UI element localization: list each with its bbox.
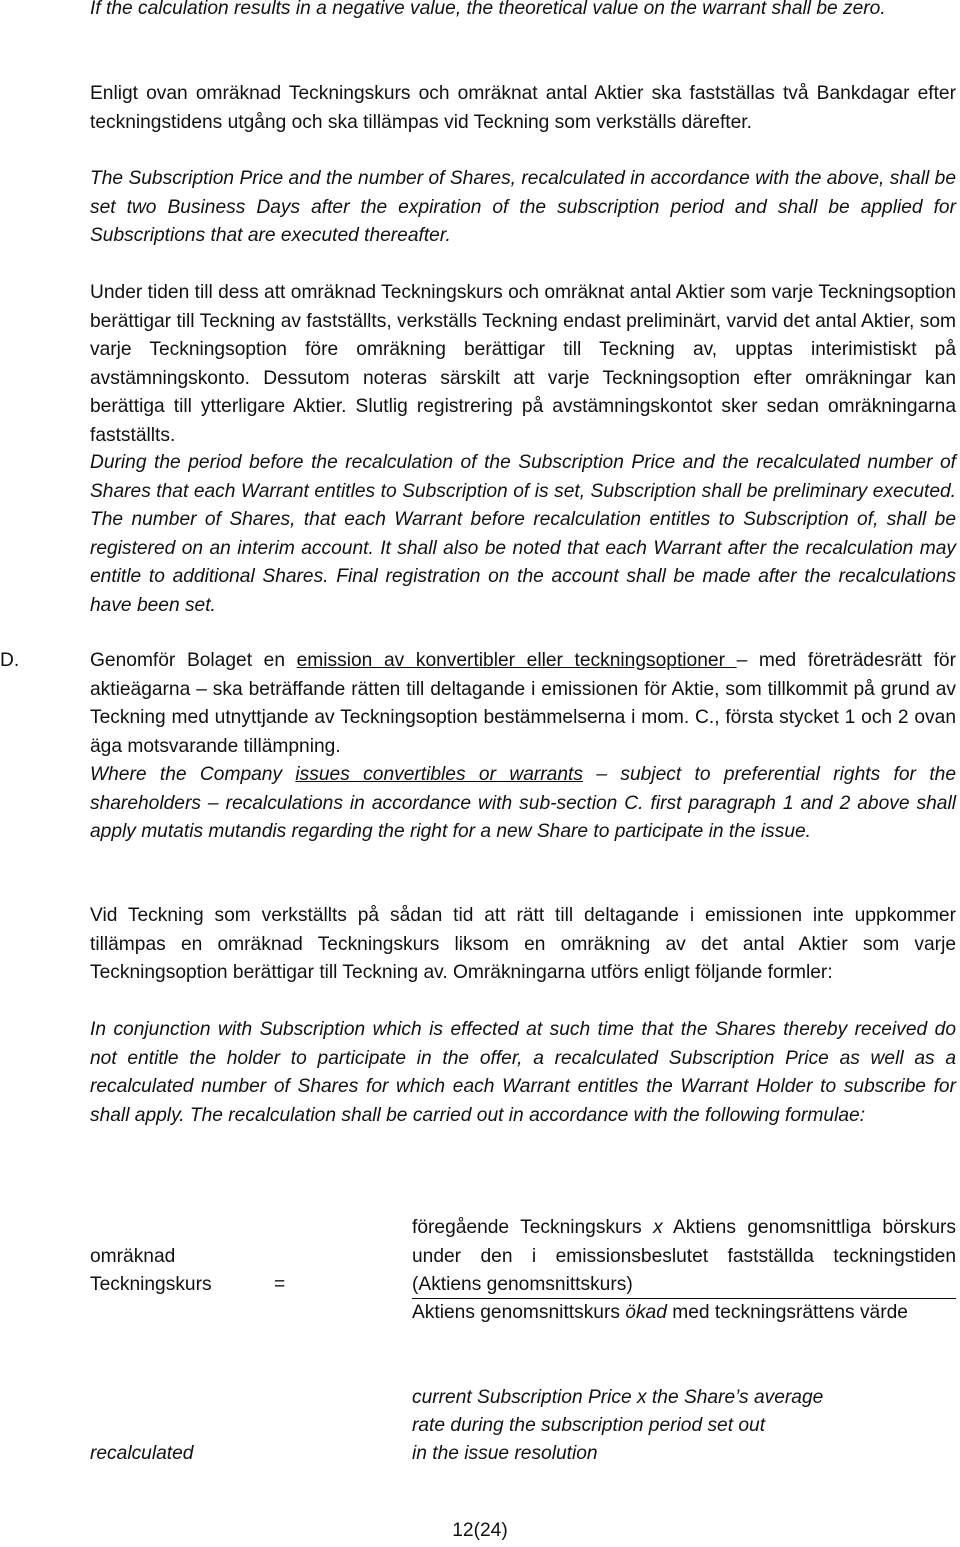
section-d-en-underlined: issues convertibles or warrants — [295, 764, 583, 785]
formula-sv-numerator-b: Aktiens genomsnittliga börskurs under den i emissionsbeslutet fastställda teckningstiden (Aktiens genomsnittskurs) — [412, 1217, 957, 1295]
formula-sv-numerator-a: föregående Teckningskurs — [412, 1217, 654, 1238]
formula-sv-label-line1: omräknad — [90, 1246, 176, 1267]
section-d-paragraph-en — [90, 761, 956, 847]
paragraph-preliminary-sv: Under tiden till dess att omräknad Teckningskurs och omräknat antal Aktier som varje Teckningsoption berättigar till Teckning av fastställts, verkställs Teckning endast preliminärt, varvid det antal Aktier, som varje Teckningsoption före omräkning berättigar till Teckning av, upptas interimistiskt på avstämningskonto. Dessutom noteras särskilt att varje Teckningsoption efter omräkningar kan berättiga till ytterligare Aktier. Slutlig registrering på avstämningskontot sker sedan omräkningarna fastställts. — [90, 282, 956, 446]
section-d-sv-text-a: Genomför Bolaget en — [90, 650, 297, 671]
formula-en-line1: current Subscription Price x the Share’s average — [412, 1387, 824, 1408]
formula-sv-equals: = — [274, 1274, 286, 1295]
formula-sv-label-line2: Teckningskurs — [90, 1274, 212, 1295]
section-d-en-text-b: – subject to preferential rights for the shareholders – recalculations in accordance with sub-section C. first paragraph 1 and 2 above shall apply mutatis mutandis regarding the right for a new Share to participate in the issue. — [90, 764, 956, 842]
section-d-sv-text-b: – med företrädesrätt för aktieägarna – ska beträffande rätten till deltagande i emissionen för Aktie, som tillkommit på grund av Teckning med utnyttjande av Teckningsoption bestämmelserna i mom. C., första stycket 1 och 2 ovan äga motsvarande tillämpning. — [90, 650, 956, 757]
section-d-paragraph-sv — [90, 647, 956, 761]
formula-sv-numerator — [412, 1214, 956, 1300]
paragraph-recalc-timing-sv: Enligt ovan omräknad Teckningskurs och omräknat antal Aktier ska fastställas två Bankdagar efter teckningstidens utgång och ska tillämpas vid Teckning som verkställs därefter. — [90, 83, 956, 133]
section-marker-d: D. — [0, 650, 20, 671]
paragraph-negative-value-en: If the calculation results in a negative value, the theoretical value on the warrant shall be zero. — [90, 0, 886, 19]
paragraph-recalc-timing-en: The Subscription Price and the number of Shares, recalculated in accordance with the above, shall be set two Business Days after the expiration of the subscription period and shall be applied for Subscriptions that are executed thereafter. — [90, 168, 956, 246]
formula-sv-denominator-b: med teckningsrättens värde — [666, 1302, 908, 1323]
formula-en-line3: in the issue resolution — [412, 1443, 598, 1464]
section-d-formula-intro-en: In conjunction with Subscription which is effected at such time that the Shares thereby received do not entitle the holder to participate in the offer, a recalculated Subscription Price as well as a recalculated number of Shares for which each Warrant entitles the Warrant Holder to subscribe for shall apply. The recalculation shall be carried out in accordance with the following formulae: — [90, 1019, 956, 1126]
section-d-en-text-a: Where the Company — [90, 764, 296, 785]
paragraph-preliminary-en: During the period before the recalculation of the Subscription Price and the recalculated number of Shares that each Warrant entitles to Subscription of is set, Subscription shall be preliminary executed. The number of Shares, that each Warrant before recalculation entitles to Subscription of, shall be registered on an interim account. It shall also be noted that each Warrant after the recalculation may entitle to additional Shares. Final registration on the account shall be made after the recalculations have been set. — [90, 452, 956, 616]
formula-sv-multiply: x — [653, 1217, 663, 1238]
formula-sv-denominator-okad: ökad — [625, 1302, 667, 1323]
formula-en-label: recalculated — [90, 1443, 194, 1464]
formula-en-line2: rate during the subscription period set out — [412, 1415, 766, 1436]
section-d-formula-intro-sv: Vid Teckning som verkställts på sådan tid att rätt till deltagande i emissionen inte uppkommer tillämpas en omräknad Teckningskurs liksom en omräkning av det antal Aktier som varje Teckningsoption berättigar till Teckning av. Omräkningarna utförs enligt följande formler: — [90, 905, 956, 983]
formula-sv-denominator-a: Aktiens genomsnittskurs — [412, 1302, 626, 1323]
formula-sv-denominator — [412, 1299, 956, 1328]
section-d-sv-underlined: emission av konvertibler eller teckningsoptioner — [296, 650, 737, 671]
page-number: 12(24) — [452, 1520, 508, 1541]
